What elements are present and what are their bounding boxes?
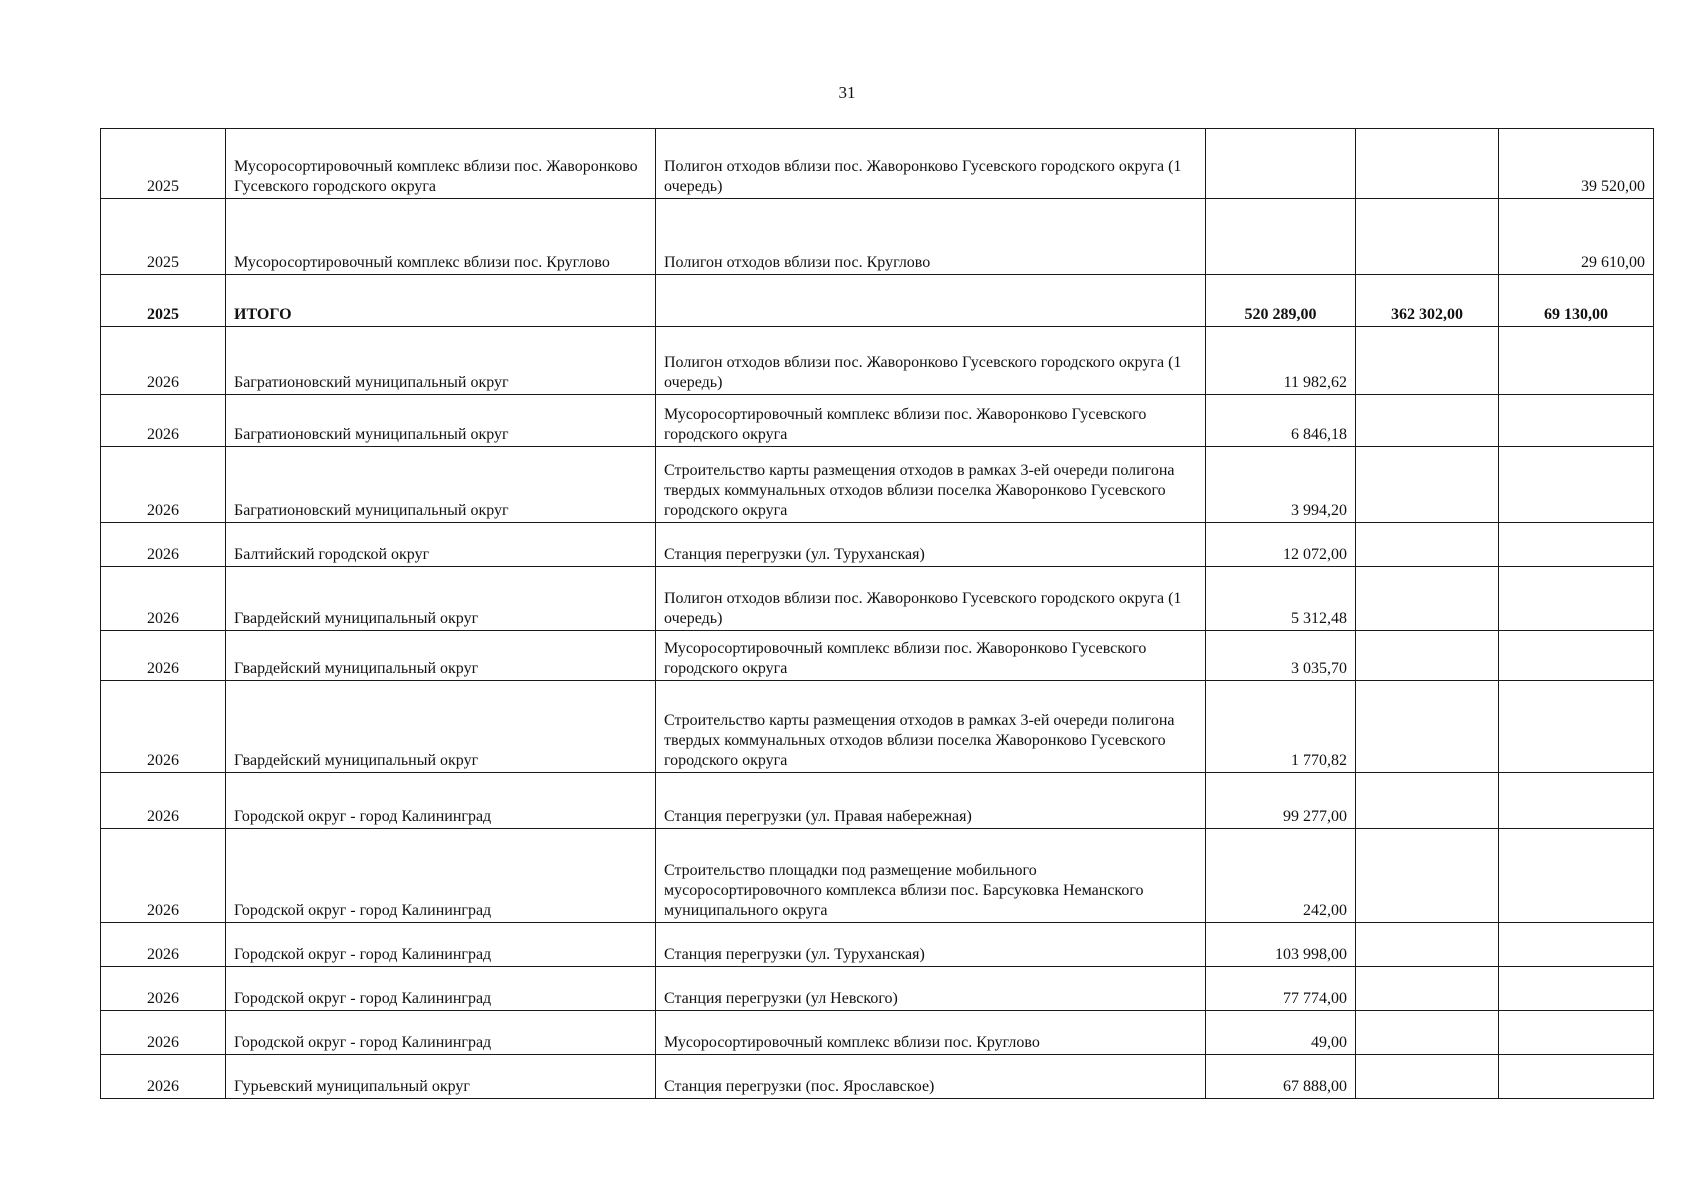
table-row [101, 567, 1654, 631]
year-cell: 2026 [101, 523, 226, 567]
table-row [101, 199, 1654, 275]
organization-cell: Городской округ - город Калининград [226, 773, 656, 829]
year-cell: 2026 [101, 327, 226, 395]
object-cell: Полигон отходов вблизи пос. Жаворонково Гусевского городского округа (1 очередь) [656, 327, 1206, 395]
funding-table [100, 128, 1654, 1099]
year-cell: 2026 [101, 447, 226, 523]
object-cell: Мусоросортировочный комплекс вблизи пос. Круглово [656, 1011, 1206, 1055]
organization-cell: Гурьевский муниципальный округ [226, 1055, 656, 1099]
table-row [101, 523, 1654, 567]
amount-cell-1: 49,00 [1206, 1011, 1356, 1055]
amount-cell-2 [1356, 1055, 1499, 1099]
organization-cell: Городской округ - город Калининград [226, 967, 656, 1011]
table-row [101, 447, 1654, 523]
object-cell: Полигон отходов вблизи пос. Жаворонково Гусевского городского округа (1 очередь) [656, 567, 1206, 631]
amount-cell-2 [1356, 199, 1499, 275]
year-cell: 2026 [101, 967, 226, 1011]
amount-cell-3 [1499, 829, 1654, 923]
total-amount-2: 362 302,00 [1356, 275, 1499, 327]
amount-cell-1: 99 277,00 [1206, 773, 1356, 829]
organization-cell: Гвардейский муниципальный округ [226, 631, 656, 681]
amount-cell-1: 12 072,00 [1206, 523, 1356, 567]
amount-cell-2 [1356, 829, 1499, 923]
object-cell: Мусоросортировочный комплекс вблизи пос. Жаворонково Гусевского городского округа [656, 395, 1206, 447]
year-cell: 2025 [101, 199, 226, 275]
amount-cell-1: 3 994,20 [1206, 447, 1356, 523]
organization-cell: Балтийский городской округ [226, 523, 656, 567]
year-cell: 2025 [101, 275, 226, 327]
total-amount-1: 520 289,00 [1206, 275, 1356, 327]
amount-cell-2 [1356, 923, 1499, 967]
organization-cell: Городской округ - город Калининград [226, 1011, 656, 1055]
table-row [101, 923, 1654, 967]
organization-cell: Багратионовский муниципальный округ [226, 327, 656, 395]
organization-cell: Багратионовский муниципальный округ [226, 447, 656, 523]
amount-cell-1: 11 982,62 [1206, 327, 1356, 395]
year-cell: 2026 [101, 567, 226, 631]
table-row [101, 1055, 1654, 1099]
table-row [101, 631, 1654, 681]
amount-cell-3 [1499, 681, 1654, 773]
object-cell: Мусоросортировочный комплекс вблизи пос. Жаворонково Гусевского городского округа [656, 631, 1206, 681]
amount-cell-3 [1499, 1011, 1654, 1055]
year-cell: 2026 [101, 923, 226, 967]
organization-cell: Багратионовский муниципальный округ [226, 395, 656, 447]
amount-cell-1: 77 774,00 [1206, 967, 1356, 1011]
organization-cell: Гвардейский муниципальный округ [226, 567, 656, 631]
amount-cell-2 [1356, 631, 1499, 681]
amount-cell-3 [1499, 327, 1654, 395]
amount-cell-1 [1206, 199, 1356, 275]
object-cell: Станция перегрузки (пос. Ярославское) [656, 1055, 1206, 1099]
object-cell: Станция перегрузки (ул Невского) [656, 967, 1206, 1011]
organization-cell: Городской округ - город Калининград [226, 829, 656, 923]
year-cell: 2026 [101, 631, 226, 681]
amount-cell-3 [1499, 395, 1654, 447]
amount-cell-2 [1356, 567, 1499, 631]
amount-cell-2 [1356, 129, 1499, 199]
object-cell: Полигон отходов вблизи пос. Жаворонково Гусевского городского округа (1 очередь) [656, 129, 1206, 199]
object-cell: Станция перегрузки (ул. Туруханская) [656, 523, 1206, 567]
amount-cell-3 [1499, 447, 1654, 523]
table-row [101, 395, 1654, 447]
table-row [101, 681, 1654, 773]
amount-cell-1: 3 035,70 [1206, 631, 1356, 681]
object-cell: Станция перегрузки (ул. Туруханская) [656, 923, 1206, 967]
amount-cell-2 [1356, 395, 1499, 447]
object-cell: Полигон отходов вблизи пос. Круглово [656, 199, 1206, 275]
object-cell: Строительство площадки под размещение мобильного мусоросортировочного комплекса вблизи пос. Барсуковка Неманского муниципального округа [656, 829, 1206, 923]
amount-cell-3 [1499, 523, 1654, 567]
amount-cell-3 [1499, 773, 1654, 829]
object-cell: Строительство карты размещения отходов в рамках 3-ей очереди полигона твердых коммунальных отходов вблизи поселка Жаворонково Гусевского городского округа [656, 681, 1206, 773]
organization-cell: Городской округ - город Калининград [226, 923, 656, 967]
year-cell: 2026 [101, 681, 226, 773]
amount-cell-2 [1356, 523, 1499, 567]
amount-cell-3: 29 610,00 [1499, 199, 1654, 275]
year-cell: 2026 [101, 829, 226, 923]
object-cell [656, 275, 1206, 327]
table-row [101, 327, 1654, 395]
object-cell: Станция перегрузки (ул. Правая набережная) [656, 773, 1206, 829]
amount-cell-3 [1499, 923, 1654, 967]
table-row [101, 773, 1654, 829]
amount-cell-1 [1206, 129, 1356, 199]
amount-cell-3 [1499, 567, 1654, 631]
organization-cell: Мусоросортировочный комплекс вблизи пос. Круглово [226, 199, 656, 275]
amount-cell-2 [1356, 681, 1499, 773]
amount-cell-1: 6 846,18 [1206, 395, 1356, 447]
amount-cell-3 [1499, 1055, 1654, 1099]
amount-cell-2 [1356, 447, 1499, 523]
total-amount-3: 69 130,00 [1499, 275, 1654, 327]
amount-cell-3: 39 520,00 [1499, 129, 1654, 199]
amount-cell-2 [1356, 327, 1499, 395]
year-cell: 2026 [101, 1055, 226, 1099]
table-row [101, 1011, 1654, 1055]
table-row [101, 967, 1654, 1011]
amount-cell-1: 67 888,00 [1206, 1055, 1356, 1099]
amount-cell-1: 1 770,82 [1206, 681, 1356, 773]
year-cell: 2026 [101, 395, 226, 447]
organization-cell: Мусоросортировочный комплекс вблизи пос. Жаворонково Гусевского городского округа [226, 129, 656, 199]
amount-cell-1: 103 998,00 [1206, 923, 1356, 967]
table-row [101, 829, 1654, 923]
year-cell: 2025 [101, 129, 226, 199]
organization-cell: Гвардейский муниципальный округ [226, 681, 656, 773]
amount-cell-2 [1356, 1011, 1499, 1055]
amount-cell-1: 5 312,48 [1206, 567, 1356, 631]
year-cell: 2026 [101, 773, 226, 829]
amount-cell-2 [1356, 967, 1499, 1011]
object-cell: Строительство карты размещения отходов в рамках 3-ей очереди полигона твердых коммунальных отходов вблизи поселка Жаворонково Гусевского городского округа [656, 447, 1206, 523]
table-row [101, 129, 1654, 199]
amount-cell-2 [1356, 773, 1499, 829]
amount-cell-3 [1499, 631, 1654, 681]
amount-cell-3 [1499, 967, 1654, 1011]
year-cell: 2026 [101, 1011, 226, 1055]
page-number: 31 [838, 83, 856, 102]
amount-cell-1: 242,00 [1206, 829, 1356, 923]
total-row [101, 275, 1654, 327]
total-label: ИТОГО [226, 275, 656, 327]
